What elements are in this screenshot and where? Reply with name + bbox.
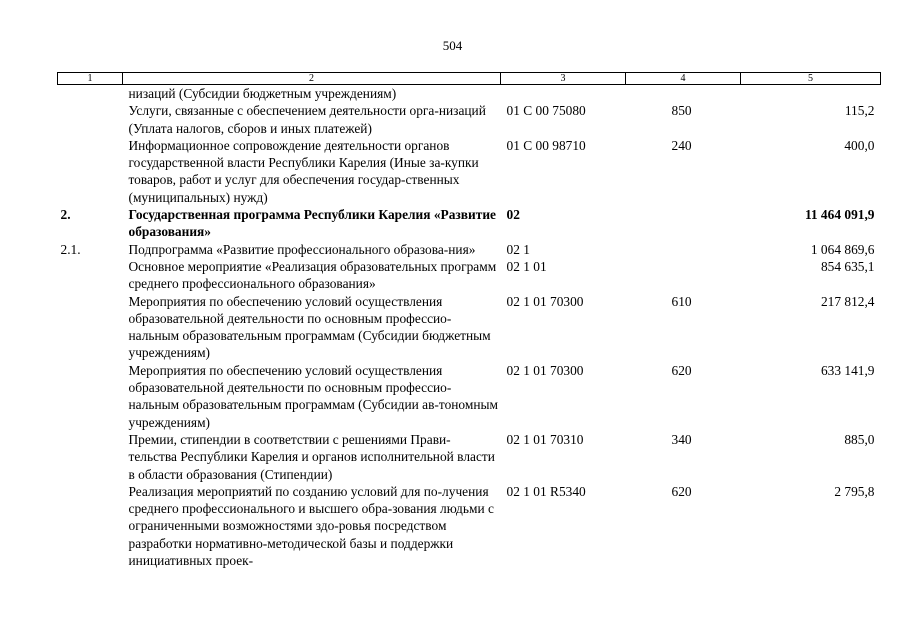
row-code: 01 С 00 98710 — [506, 137, 586, 153]
row-code: 02 1 01 R5340 — [506, 483, 586, 499]
row-name: Основное мероприятие «Реализация образовательных программ среднего профессионального образования» — [128, 258, 497, 292]
row-number — [58, 85, 123, 103]
table-row — [58, 362, 881, 431]
row-amount: 11 464 091,9 — [804, 207, 875, 223]
row-name: Мероприятия по обеспечению условий осуществления образовательной деятельности по основным профессио-нальным образовательным программам (Субсидии бюджетным учреждениям) — [128, 293, 491, 361]
row-number — [58, 102, 123, 137]
row-amount: 115,2 — [844, 103, 875, 119]
row-expense-type — [626, 206, 741, 241]
table-body — [58, 85, 881, 570]
row-code: 01 С 00 75080 — [506, 103, 586, 119]
row-number — [58, 258, 123, 293]
row-code: 02 1 01 70300 — [506, 362, 584, 378]
row-amount: 217 812,4 — [820, 293, 875, 309]
table-row — [58, 258, 881, 293]
table-header — [58, 73, 881, 85]
row-name: низаций (Субсидии бюджетным учреждениям) — [128, 86, 397, 101]
row-name: Реализация мероприятий по созданию условий для по-лучения среднего профессионального и высшего обра-зования людьми с ограниченными возможностями здо-ровья посредством разработки нормативно-методической базы и поддержки инициативных проек- — [128, 483, 494, 569]
row-number — [58, 431, 123, 483]
row-name: Государственная программа Республики Карелия «Развитие образования» — [128, 207, 496, 240]
row-amount — [741, 85, 881, 103]
row-code: 02 1 01 70310 — [506, 431, 584, 447]
row-expense-type: 610 — [671, 293, 692, 309]
table-row — [58, 241, 881, 258]
header-col-3: 3 — [501, 73, 626, 85]
row-name: Информационное сопровождение деятельности органов государственной власти Республики Карелия (Иные за-купки товаров, работ и услуг для обеспечения государ-ственных (муниципальных) нужд) — [128, 137, 479, 205]
row-expense-type — [626, 258, 741, 293]
header-col-4: 4 — [626, 73, 741, 85]
header-col-5: 5 — [741, 73, 881, 85]
row-amount: 854 635,1 — [820, 258, 875, 274]
row-number — [58, 362, 123, 431]
row-number — [58, 293, 123, 362]
row-code: 02 — [506, 207, 520, 223]
row-name: Подпрограмма «Развитие профессионального образова-ния» — [128, 241, 476, 257]
row-name: Мероприятия по обеспечению условий осуществления образовательной деятельности по основным профессио-нальным образовательным программам (Субсидии ав-тономным учреждениям) — [128, 362, 498, 430]
row-code: 02 1 01 — [506, 258, 547, 274]
row-expense-type: 620 — [671, 483, 692, 499]
table-row — [58, 483, 881, 569]
row-amount: 633 141,9 — [820, 362, 875, 378]
row-number — [58, 137, 123, 206]
row-expense-type — [626, 85, 741, 103]
row-name: Премии, стипендии в соответствии с решениями Прави-тельства Республики Карелия и органов исполнительной власти в области образования (Стипендии) — [128, 431, 495, 482]
row-amount: 1 064 869,6 — [810, 241, 875, 257]
row-amount: 885,0 — [844, 431, 875, 447]
row-number: 2. — [60, 207, 71, 223]
header-col-2: 2 — [123, 73, 501, 85]
table-row — [58, 431, 881, 483]
row-number: 2.1. — [60, 241, 81, 257]
table-row — [58, 206, 881, 241]
row-expense-type: 340 — [671, 431, 692, 447]
header-col-1: 1 — [58, 73, 123, 85]
row-expense-type: 850 — [671, 103, 692, 119]
table-row — [58, 85, 881, 103]
table-row — [58, 293, 881, 362]
row-code: 02 1 01 70300 — [506, 293, 584, 309]
budget-table — [57, 72, 881, 569]
row-number — [58, 483, 123, 569]
row-expense-type — [626, 241, 741, 258]
row-code — [501, 85, 626, 103]
table-row — [58, 137, 881, 206]
table-row — [58, 102, 881, 137]
row-amount: 2 795,8 — [834, 483, 875, 499]
page-number: 504 — [442, 38, 463, 53]
row-expense-type: 620 — [671, 362, 692, 378]
row-amount: 400,0 — [844, 137, 875, 153]
row-name: Услуги, связанные с обеспечением деятельности орга-низаций (Уплата налогов, сборов и иных платежей) — [128, 103, 486, 136]
row-code: 02 1 — [506, 241, 530, 257]
row-expense-type: 240 — [671, 137, 692, 153]
